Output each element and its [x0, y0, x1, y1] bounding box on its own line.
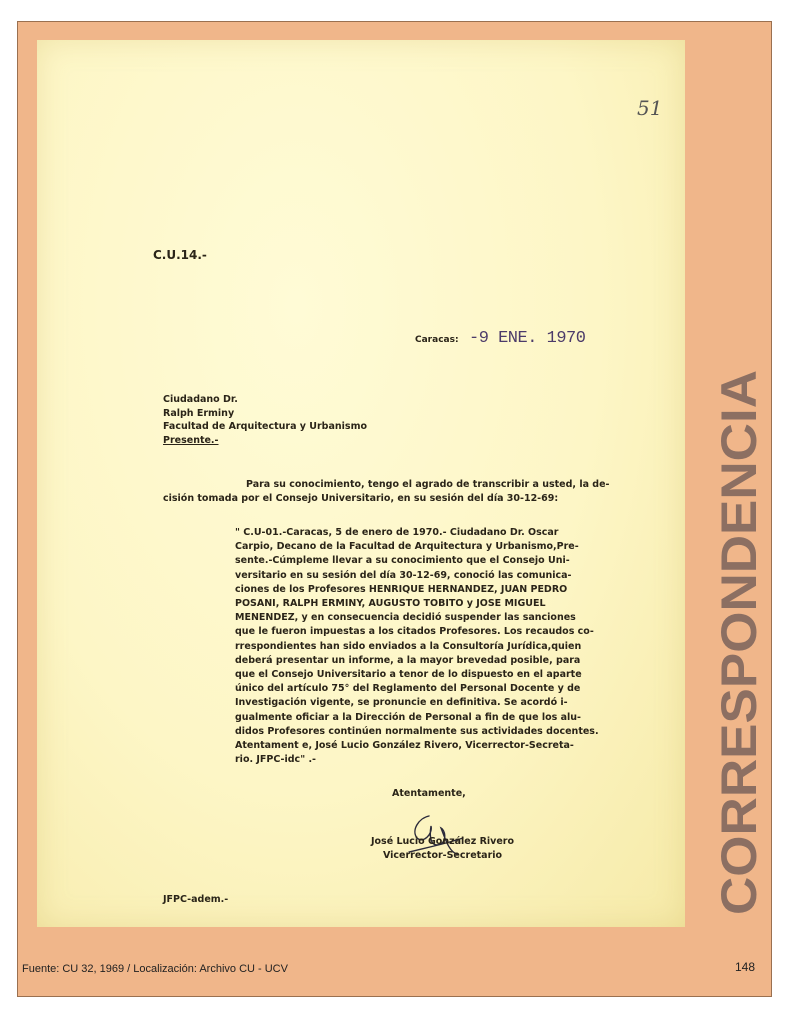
quote-line: sente.-Cúmpleme llevar a su conocimiento que el Consejo Uni- — [235, 555, 570, 567]
intro-line: cisión tomada por el Consejo Universitario, en su sesión del día 30-12-69: — [163, 492, 559, 504]
quote-line: Atentament e, José Lucio González Rivero, Vicerrector-Secreta- — [235, 740, 574, 752]
quote-line: " C.U-01.-Caracas, 5 de enero de 1970.- Ciudadano Dr. Oscar — [235, 527, 559, 538]
scanned-letter — [37, 40, 685, 927]
quote-line: Carpio, Decano de la Facultad de Arquitectura y Urbanismo,Pre- — [235, 541, 579, 553]
intro-line: Para su conocimiento, tengo el agrado de transcribir a usted, la de- — [246, 479, 610, 490]
quote-line: ciones de los Profesores HENRIQUE HERNANDEZ, JUAN PEDRO — [235, 583, 568, 595]
signature-block — [355, 835, 530, 863]
addressee-block — [163, 393, 367, 447]
closing: Atentamente, — [392, 788, 466, 799]
quoted-resolution — [235, 526, 625, 767]
intro-paragraph — [163, 478, 625, 505]
quote-line: MENENDEZ, y en consecuencia decidió suspender las sanciones — [235, 612, 576, 624]
quote-line: rrespondientes han sido enviados a la Consultoría Jurídica,quien — [235, 640, 582, 652]
source-footer: Fuente: CU 32, 1969 / Localización: Archivo CU - UCV — [22, 963, 288, 975]
addressee-line: Facultad de Arquitectura y Urbanismo — [163, 421, 367, 432]
quote-line: didos Profesores continúen normalmente sus actividades docentes. — [235, 725, 599, 737]
quote-line: POSANI, RALPH ERMINY, AUGUSTO TOBITO y JOSE MIGUEL — [235, 598, 546, 610]
page-number: 148 — [734, 960, 755, 974]
page-frame — [17, 21, 772, 997]
quote-line: versitario en su sesión del día 30-12-69, conoció las comunica- — [235, 569, 572, 581]
quote-line: deberá presentar un informe, a la mayor brevedad posible, para — [235, 654, 581, 666]
reference-code: C.U.14.- — [153, 248, 207, 262]
section-title: CORRESPONDENCIA — [711, 401, 767, 915]
addressee-line: Ralph Erminy — [163, 407, 235, 419]
date-stamp: -9 ENE. 1970 — [469, 329, 586, 348]
addressee-line: Presente.- — [163, 434, 219, 446]
date-label: Caracas: — [415, 335, 459, 345]
quote-line: Investigación vigente, se pronuncie en definitiva. Se acordó i- — [235, 697, 568, 709]
quote-line: que le fueron impuestas a los citados Profesores. Los recaudos co- — [235, 626, 594, 638]
quote-line: rio. JFPC-idc" .- — [235, 754, 317, 766]
quote-line: que el Consejo Universitario a tenor de lo dispuesto en el aparte — [235, 669, 582, 681]
typist-initials: JFPC-adem.- — [163, 894, 229, 905]
quote-line: único del artículo 75° del Reglamento del Personal Docente y de — [235, 683, 581, 695]
signatory-title: Vicerrector-Secretario — [382, 850, 503, 861]
section-title-vertical — [688, 367, 770, 922]
quote-line: gualmente oficiar a la Dirección de Personal a fin de que los alu- — [235, 711, 581, 723]
addressee-line: Ciudadano Dr. — [163, 394, 238, 405]
handwritten-page-number: 51 — [637, 96, 663, 120]
signatory-name: José Lucio González Rivero — [371, 836, 514, 847]
